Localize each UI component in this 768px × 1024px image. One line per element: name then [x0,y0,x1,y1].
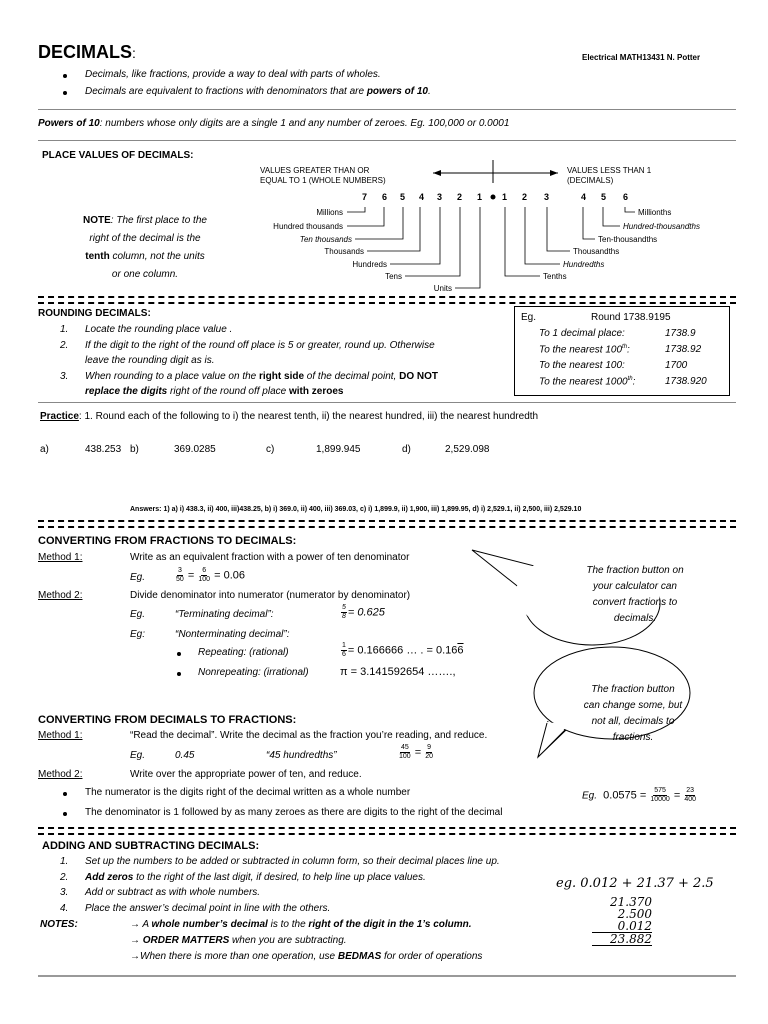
intro-bullet-2: Decimals are equivalent to fractions with denominators that are powers of 10. [85,86,431,97]
rounding-step-1: Locate the rounding place value . [85,324,233,335]
place-values-title: PLACE VALUES OF DECIMALS: [42,150,194,161]
bubble-2-text: The fraction button can change some, but not all, decimals to fractions. [583,684,683,743]
label-hundred-thousands: Hundred thousands [273,222,343,231]
rounding-step-3: When rounding to a place value on the right side of the decimal point, DO NOT [85,371,438,382]
place-value-note: NOTE: The first place to the right of the decimal is the tenth column, not the units or one column. [83,215,207,280]
method2-label: Method 2: [38,590,83,601]
label-tenths: Tenths [543,272,567,281]
digit-7: 7 [362,192,368,202]
arrow-right-icon: → [130,919,143,930]
add-step-num: 4. [60,903,69,914]
method2-label: Method 2: [38,769,83,780]
digit-6: 6 [382,192,388,202]
diagram-left-header-1: VALUES GREATER THAN OR [260,166,370,175]
terminating-label: “Terminating decimal”: [175,609,274,620]
arrow-left-icon [433,170,441,176]
bubble-1-text: The fraction button on your calculator can convert fractions to decimals. [586,565,684,624]
label-thousands: Thousands [324,247,364,256]
arrow-right-icon: → [130,951,140,962]
practice-value-c: 1,899.945 [316,444,361,455]
dec-to-frac-title: CONVERTING FROM DECIMALS TO FRACTIONS: [38,714,297,726]
notes-label: NOTES: [40,919,78,930]
add-step-1: Set up the numbers to be added or subtracted in column form, so their decimal places line up. [85,856,500,867]
add-step-num: 2. [60,872,69,883]
dec-example-value: 0.45 [175,750,195,761]
label-tens: Tens [385,272,402,281]
digit-millionths: 6 [623,192,629,202]
pi-example: π = 3.141592654 ……., [340,666,456,678]
digit-hundredths: 2 [522,192,528,202]
dec-example-2: Eg. 0.0575 = $\frac{575}{10000}$ = $\frac{23}{400}$ [582,787,697,803]
rounding-step-num: 2. [60,340,69,351]
eg-label: Eg. [130,609,146,620]
add-step-3: Add or subtract as with whole numbers. [85,887,261,898]
practice-letter-b: b) [130,444,139,455]
rounding-step-num: 3. [60,371,69,382]
add-step-4: Place the answer’s decimal point in line with the others. [85,903,331,914]
digit-5: 5 [400,192,406,202]
add-step-2: Add zeros to the right of the last digit, if desired, to help line up place values. [85,872,426,883]
repeating-label: Repeating: (rational) [198,647,289,658]
label-millionths: Millionths [638,208,672,217]
practice-letter-a: a) [40,444,49,455]
rounding-step-2: If the digit to the right of the round off place is 5 or greater, round up. Otherwise [85,340,435,351]
label-millions: Millions [316,208,343,217]
add-sub-title: ADDING AND SUBTRACTING DECIMALS: [42,840,260,852]
nonrepeating-label: Nonrepeating: (irrational) [198,667,309,678]
numerator-rule: The numerator is the digits right of the decimal written as a whole number [85,787,411,798]
bullet-icon [63,812,67,816]
practice-value-b: 369.0285 [174,444,216,455]
repeating-example: $\frac{1}{6}$ = 0.166666 … . = 0.166 [342,642,464,658]
dec-example-fraction: $\frac{45}{100}$ = $\frac{9}{20}$ [399,744,434,760]
method2-text: Divide denominator into numerator (numerator by denominator) [130,590,411,601]
diagram-right-header-2: (DECIMALS) [567,176,614,185]
digit-4: 4 [419,192,425,202]
label-thousandths: Thousandths [573,247,620,256]
note-3: →When there is more than one operation, use BEDMAS for order of operations [130,951,483,962]
bullet-icon [63,792,67,796]
frac-to-dec-title: CONVERTING FROM FRACTIONS TO DECIMALS: [38,535,297,547]
digit-1: 1 [477,192,483,202]
practice-value-d: 2,529.098 [445,444,490,455]
digit-hundred-thousandths: 5 [601,192,607,202]
label-ten-thousandths: Ten-thousandths [598,235,658,244]
method1-label: Method 1: [38,552,83,563]
powers-of-ten-line: Powers of 10: numbers whose only digits are a single 1 and any number of zeroes. Eg. 100,000 or 0.0001 [38,118,510,129]
practice-value-a: 438.253 [85,444,122,455]
method1-label: Method 1: [38,730,83,741]
nonterminating-label: “Nonterminating decimal”: [175,629,290,640]
denominator-rule: The denominator is 1 followed by as many zeroes as there are digits to the right of the decimal [85,807,503,818]
place-value-diagram [255,155,735,295]
practice-letter-d: d) [402,444,411,455]
method1-text: “Read the decimal”. Write the decimal as the fraction you’re reading, and reduce. [130,730,488,741]
page-title: DECIMALS: [38,42,136,62]
method2-text: Write over the appropriate power of ten, and reduce. [130,769,362,780]
add-step-num: 1. [60,856,69,867]
rounding-example-box: Eg. Round 1738.9195 To 1 decimal place: 1738.9 To the nearest 100th: 1738.92 To the nearest 100: 1700 To the nearest 1000th: 1738.920 [514,306,730,396]
arrow-right-icon: → [130,935,143,946]
eg-label: Eg. [130,572,146,583]
practice-instructions: Practice: 1. Round each of the following to i) the nearest tenth, ii) the nearest hundred, iii) the nearest hundredth [40,411,539,422]
decimal-point-icon [491,195,496,200]
label-hundreds: Hundreds [352,260,387,269]
terminating-example: $\frac{5}{8}$ = 0.625 [342,604,385,620]
label-ten-thousands: Ten thousands [299,235,352,244]
handwritten-column: 21.370 2.500 0.012 23.882 [592,896,652,946]
note-1: → A whole number’s decimal is to the right of the digit in the 1’s column. [130,919,472,930]
dec-example-reading: “45 hundredths” [266,750,337,761]
course-label: Electrical MATH13431 N. Potter [582,53,701,62]
bullet-icon [63,91,67,95]
label-hundred-thousandths: Hundred-thousandths [623,222,700,231]
digit-tenths: 1 [502,192,508,202]
practice-letter-c: c) [266,444,275,455]
rounding-step-num: 1. [60,324,69,335]
handwritten-example-line: eg. 0.012 + 21.37 + 2.5 [556,876,714,891]
label-hundredths: Hundredths [563,260,605,269]
arrow-right-icon [550,170,558,176]
diagram-left-header-2: EQUAL TO 1 (WHOLE NUMBERS) [260,176,386,185]
rounding-step-2b: leave the rounding digit as is. [85,355,215,366]
eg-label: Eg. [130,750,146,761]
diagram-right-header-1: VALUES LESS THAN 1 [567,166,652,175]
method1-example: $\frac{3}{50}$ = $\frac{6}{100}$ = 0.06 [176,567,245,583]
practice-answers: Answers: 1) a) i) 438.3, ii) 400, iii)438.25, b) i) 369.0, ii) 400, iii) 369.03, c) i) 1,899.9, ii) 1,900, iii) 1,899.95, d) i) 2,529.1, ii) 2,500, iii) 2,529.10 [130,506,582,513]
rounding-step-3b: replace the digits right of the round off place with zeroes [85,386,344,397]
bullet-icon [177,652,181,656]
digit-thousandths: 3 [544,192,550,202]
digit-ten-thousandths: 4 [581,192,587,202]
note-2: → ORDER MATTERS when you are subtracting. [130,935,347,946]
add-step-num: 3. [60,887,69,898]
digit-3: 3 [437,192,443,202]
eg-label: Eg: [130,629,146,640]
bullet-icon [177,672,181,676]
digit-2: 2 [457,192,463,202]
bullet-icon [63,74,67,78]
label-units: Units [433,284,452,293]
rounding-title: ROUNDING DECIMALS: [38,308,151,319]
method1-text: Write as an equivalent fraction with a power of ten denominator [130,552,410,563]
intro-bullet-1: Decimals, like fractions, provide a way to deal with parts of wholes. [85,69,381,80]
